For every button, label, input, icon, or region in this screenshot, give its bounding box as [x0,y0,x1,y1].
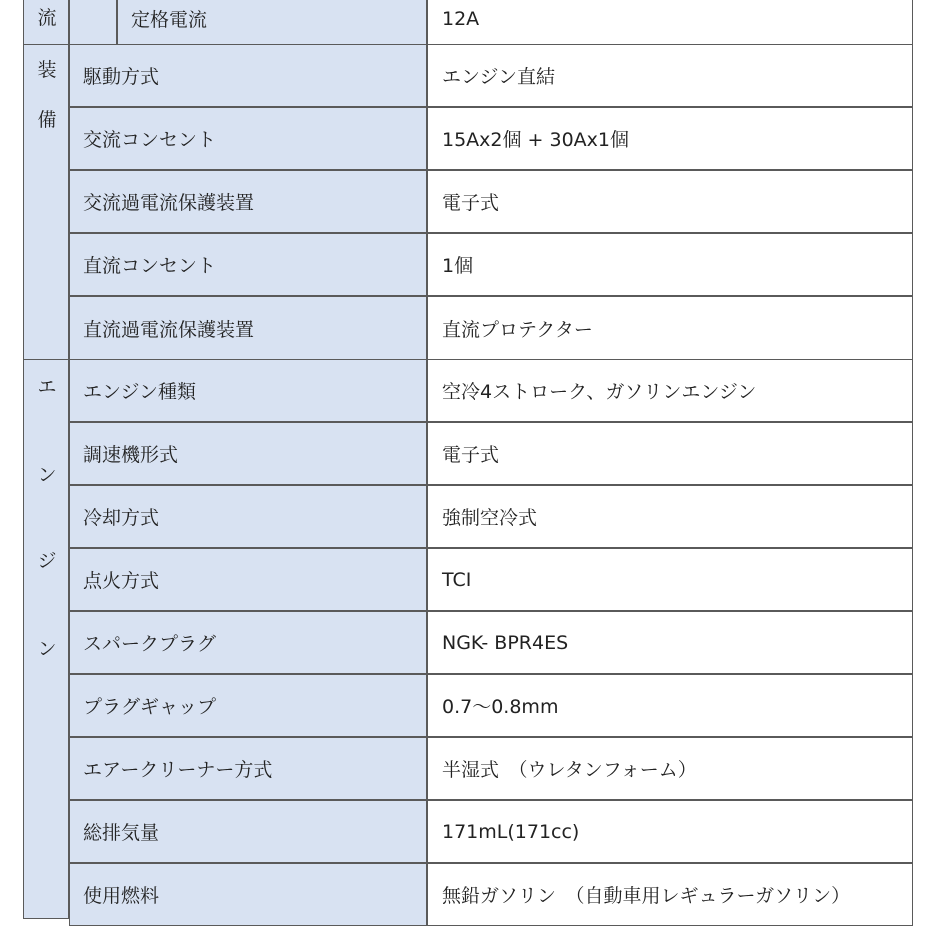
row-label [69,863,427,926]
value-text: NGK- BPR4ES [442,631,569,654]
group-char: 流 [37,7,57,29]
value-text: 0.7〜0.8mm [442,696,559,718]
row-value [427,0,913,45]
row-label [117,0,427,45]
label-text: 交流過電流保護装置 [83,192,255,214]
value-text: 15Ax2個 + 30Ax1個 [442,129,630,151]
row-value [427,44,913,107]
row-value [427,548,913,611]
row-label [69,611,427,674]
group-char: 備 [37,109,57,131]
row-value [427,800,913,863]
value-text: 直流プロテクター [442,318,593,341]
row-value [427,359,913,422]
label-text: 点火方式 [83,570,160,592]
group-cell-equipment [23,44,69,360]
label-text: エアークリーナー方式 [83,759,273,781]
value-text: エンジン直結 [442,66,556,88]
row-value [427,107,913,170]
row-label [69,485,427,548]
value-text: 171mL(171cc) [442,820,580,843]
row-label [69,107,427,170]
value-text: 1個 [442,255,474,277]
label-text: 直流過電流保護装置 [83,318,255,341]
group-char: エ [37,376,57,398]
label-text: 冷却方式 [83,507,160,529]
row-value [427,296,913,360]
row-value [427,233,913,296]
label-text: 駆動方式 [83,66,160,88]
group-char: 装 [37,59,57,81]
label-text: 調速機形式 [83,444,179,466]
row-value [427,422,913,485]
group-char: ン [37,638,57,660]
subgroup-cell [69,0,117,45]
row-label [69,233,427,296]
group-cell-current [23,0,69,45]
value-text: 電子式 [442,444,500,466]
row-label [69,170,427,233]
group-cell-engine [23,359,69,919]
row-value [427,863,913,926]
row-value [427,485,913,548]
label-text: プラグギャップ [83,696,217,718]
label-text: 使用燃料 [83,885,160,907]
label-text: エンジン種類 [83,381,197,403]
row-label [69,674,427,737]
value-text: 無鉛ガソリン （自動車用レギュラーガソリン） [442,885,851,907]
row-label [69,359,427,422]
group-char: ン [37,464,57,486]
value-text: 半湿式 （ウレタンフォーム） [442,759,697,781]
row-label [69,296,427,360]
row-label [69,422,427,485]
row-value [427,737,913,800]
row-label [69,800,427,863]
row-value [427,611,913,674]
value-text: TCI [442,568,472,591]
label-text: 直流コンセント [83,255,217,277]
value-text: 12A [442,7,480,30]
label-text: スパークプラグ [83,633,217,655]
row-value [427,674,913,737]
row-label [69,737,427,800]
label-text: 総排気量 [83,822,160,844]
label-text: 交流コンセント [83,129,217,151]
row-value [427,170,913,233]
label-text: 定格電流 [131,9,208,31]
row-label [69,44,427,107]
row-label [69,548,427,611]
group-char: ジ [37,550,57,572]
value-text: 空冷4ストローク、ガソリンエンジン [442,381,757,403]
value-text: 強制空冷式 [442,507,538,529]
value-text: 電子式 [442,192,500,214]
